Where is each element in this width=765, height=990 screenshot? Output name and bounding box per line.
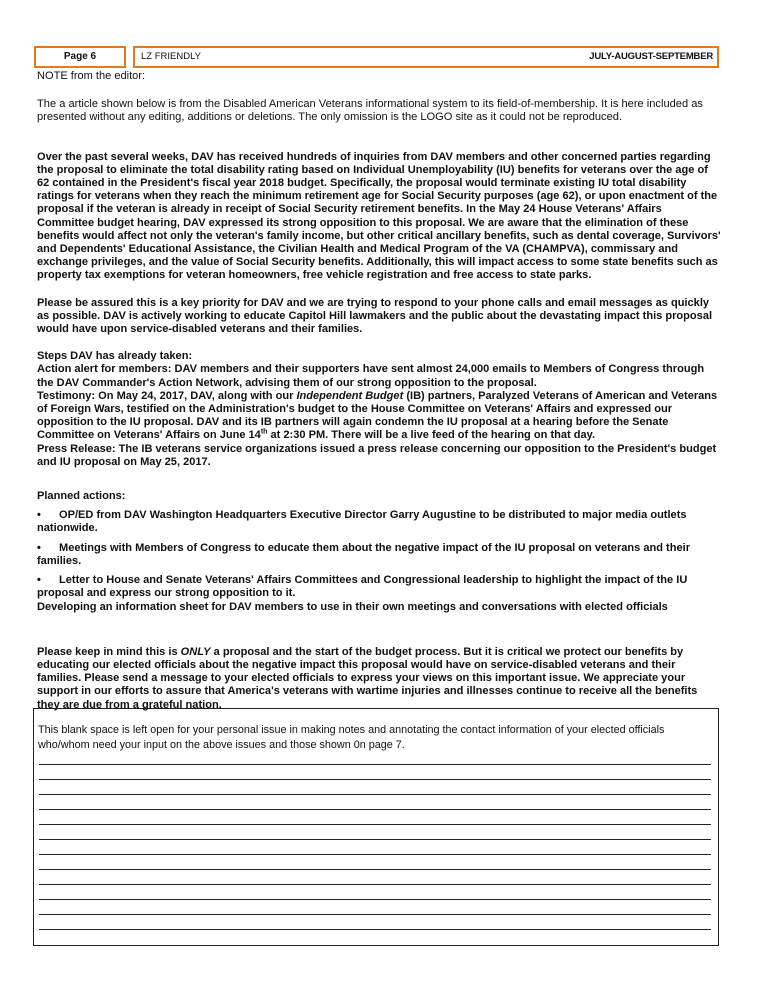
info-sheet-item: Developing an information sheet for DAV members to use in their own meetings and conversations with elected officials — [37, 600, 668, 613]
note-line — [39, 794, 711, 795]
planned-item-text: Meetings with Members of Congress to educate them about the negative impact of the IU proposal on veterans and their families. — [37, 541, 690, 567]
article-paragraph-1: Over the past several weeks, DAV has received hundreds of inquiries from DAV members and other concerned parties regarding the proposal to eliminate the total disability rating based on Individual Unemployability (IU) benefits for veterans over the age of 62 contained in the President's fiscal year 2018 budget. Specifically, the proposal would terminate existing IU total disability ratings for veterans when they reach the minimum retirement age for Social Security purposes (age 62), or upon enactment of the proposal if the veteran is already in receipt of Social Security retirement benefits. In the May 24 House Veterans' Affairs Committee budget hearing, DAV expressed its strong opposition to this proposal. We are aware that the elimination of these benefits would affect not only the veteran's family income, but other critical ancillary benefits, such as dental coverage, Survivors' and Dependents' Educational Assistance, the Civilian Health and Medical Program of the VA (CHAMPVA), commissary and exchange privileges, and the value of Social Security benefits. Additionally, this will impact access to some state benefits such as property tax exemptions for veteran homeowners, free vehicle registration and free access to state parks. — [37, 150, 721, 282]
bullet-icon: • — [37, 574, 41, 587]
issue-period: JULY-AUGUST-SEPTEMBER — [589, 51, 713, 62]
planned-heading: Planned actions: — [37, 490, 126, 503]
planned-item — [37, 574, 721, 600]
independent-budget-title: Independent Budget — [296, 389, 404, 402]
note-line — [39, 824, 711, 825]
bullet-icon: • — [37, 509, 41, 522]
press-release: Press Release: The IB veterans service organizations issued a press release concerning our opposition to the President's budget and IU proposal on May 25, 2017. — [37, 442, 717, 468]
editor-note-heading: NOTE from the editor: — [37, 70, 146, 82]
ordinal-suffix: th — [260, 428, 268, 436]
planned-item — [37, 509, 721, 535]
note-line — [39, 869, 711, 870]
closing-text-b: a proposal and the start of the budget process. But it is critical we protect our benefits by educating our elected officials about the negative impact this proposal would have on service-disabled veterans and their families. Please send a message to your elected officials to express your views on this important issue. We appreciate your support in our efforts to assure that America's veterans with wartime injuries and illnesses continue to receive all the benefits they are due from a grateful nation. — [37, 645, 698, 711]
page-content — [37, 70, 721, 712]
planned-item-text: OP/ED from DAV Washington Headquarters Executive Director Garry Augustine to be distributed to major media outlets nationwide. — [37, 509, 687, 535]
only-emphasis: ONLY — [180, 645, 211, 658]
note-line — [39, 899, 711, 900]
action-alert: Action alert for members: DAV members and their supporters have sent almost 24,000 emails to Members of Congress through the DAV Commander's Action Network, advising them of our strong opposition to the proposal. — [37, 363, 705, 389]
note-line — [39, 839, 711, 840]
testimony-text-c: at 2:30 PM. There will be a live feed of the hearing on that day. — [267, 429, 596, 442]
article-body — [37, 151, 721, 712]
closing-paragraph — [37, 646, 721, 712]
note-line — [39, 779, 711, 780]
page-number: Page 6 — [63, 51, 97, 62]
steps-heading: Steps DAV has already taken: — [37, 350, 193, 363]
notes-box — [33, 708, 719, 946]
closing-text-a: Please keep in mind this is — [37, 645, 181, 658]
notes-intro: This blank space is left open for your personal issue in making notes and annotating the contact information of your elected officials who/whom need your input on the above issues and those shown 0n page 7. — [38, 723, 665, 751]
planned-item-text: Letter to House and Senate Veterans' Affairs Committees and Congressional leadership to highlight the impact of the IU proposal and express our strong opposition to it. — [37, 574, 688, 600]
note-line — [39, 884, 711, 885]
note-line — [39, 764, 711, 765]
note-line — [39, 809, 711, 810]
editor-note-text: The a article shown below is from the Disabled American Veterans informational system to its field-of-membership. It is here included as presented without any editing, additions or deletions. The only omission is the LOGO site as it could not be reproduced. — [37, 98, 703, 124]
testimony-text-a: Testimony: On May 24, 2017, DAV, along with our — [37, 389, 297, 402]
article-paragraph-2: Please be assured this is a key priority for DAV and we are trying to respond to your phone calls and email messages as quickly as possible. DAV is actively working to educate Capitol Hill lawmakers and the public about the devastating impact this proposal would have upon service-disabled veterans and their families. — [37, 296, 713, 336]
note-line — [39, 854, 711, 855]
header-bar — [133, 46, 719, 68]
page-number-box — [34, 46, 126, 68]
note-line — [39, 914, 711, 915]
testimony — [37, 390, 721, 443]
planned-item — [37, 542, 721, 568]
bullet-icon: • — [37, 541, 41, 554]
publication-name: LZ FRIENDLY — [141, 51, 202, 62]
testimony-text-b: (IB) partners, Paralyzed Veterans of American and Veterans of Foreign Wars, testified on the Administration's budget to the House Committee on Veterans' Affairs and expressed our opposition to the IU proposal. DAV and its IB partners will again condemn the IU proposal at a hearing before the Senate Committee on Veterans' Affairs on June 14 — [37, 389, 718, 442]
note-line — [39, 929, 711, 930]
